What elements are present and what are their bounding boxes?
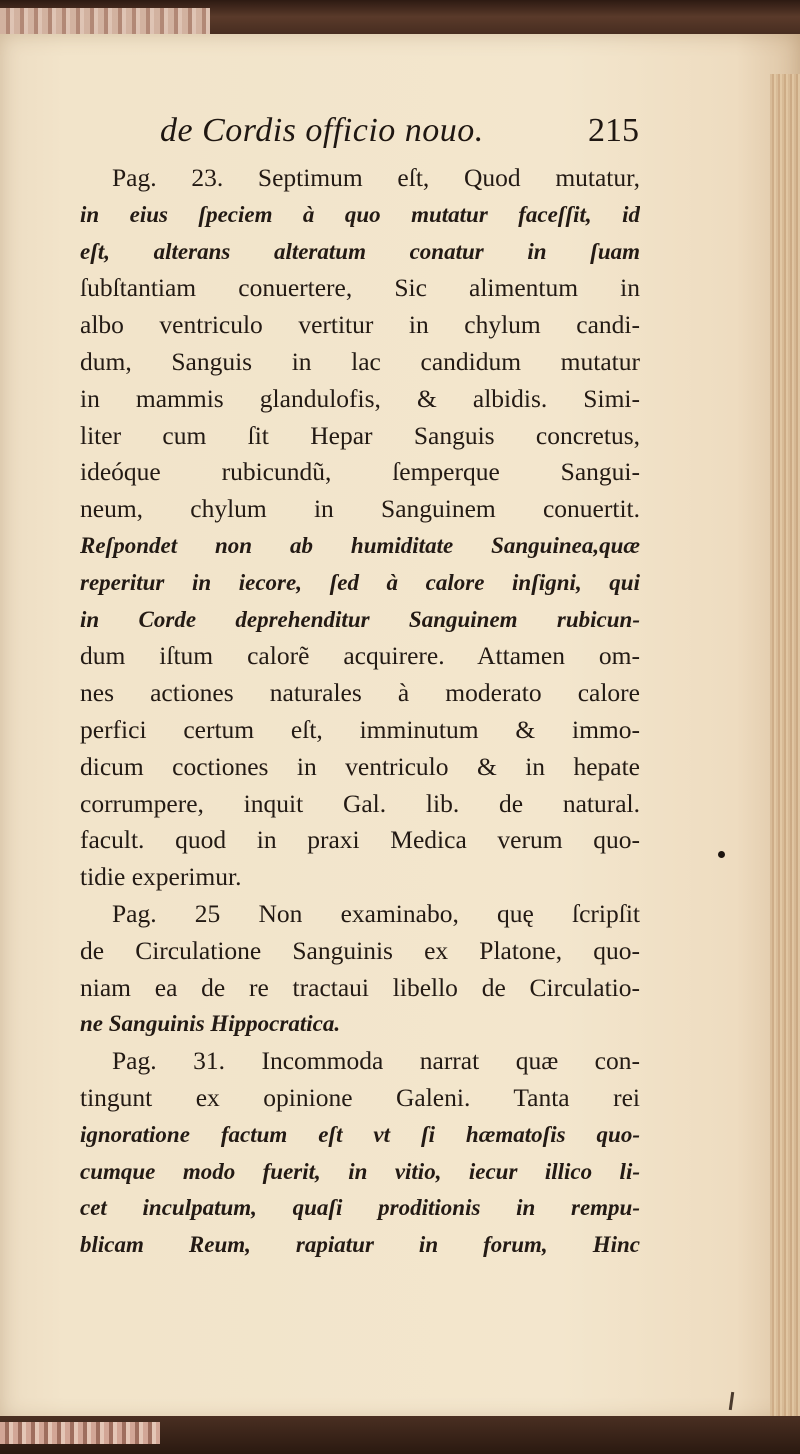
text-line-18: corrumpere, inquit Gal. lib. de natural.	[80, 788, 640, 818]
text-line-13: in Corde deprehenditur Sanguinem rubicun-	[80, 606, 640, 632]
text-line-30: blicam Reum, rapiatur in forum, Hinc	[80, 1232, 640, 1258]
text-line-22: de Circulatione Sanguinis ex Platone, quo-	[80, 935, 640, 965]
running-head: de Cordis officio nouo.	[160, 112, 484, 149]
text-line-5: albo ventriculo vertitur in chylum candi-	[80, 310, 640, 340]
text-line-26: tingunt ex opinione Galeni. Tanta rei	[80, 1082, 640, 1112]
text-line-4: ſubſtantiam conuertere, Sic alimentum in	[80, 273, 640, 303]
text-line-6: dum, Sanguis in lac candidum mutatur	[80, 346, 640, 376]
margin-ink-dot	[718, 851, 725, 858]
text-line-19: facult. quod in praxi Medica verum quo-	[80, 825, 640, 855]
text-line-11: Reſpondet non ab humiditate Sanguinea,quæ	[80, 532, 640, 558]
text-line-12: reperitur in iecore, ſed à calore inſigni, qui	[80, 569, 640, 595]
text-line-9: ideóque rubicundũ, ſemperque Sangui-	[80, 457, 640, 487]
text-line-21: Pag. 25 Non examinabo, quę ſcripſit	[112, 898, 640, 928]
text-line-24: ne Sanguinis Hippocratica.	[80, 1011, 341, 1037]
text-line-17: dicum coctiones in ventriculo & in hepate	[80, 751, 640, 781]
top-bookmark-ribbon	[0, 8, 210, 36]
page-number: 215	[588, 112, 639, 149]
text-line-28: cumque modo fuerit, in vitio, iecur illico li-	[80, 1158, 640, 1184]
text-line-1: Pag. 23. Septimum eſt, Quod mutatur,	[112, 163, 640, 192]
bottom-bookmark-ribbon	[0, 1422, 160, 1444]
text-line-2: in eius ſpeciem à quo mutatur faceſſit, id	[80, 201, 640, 227]
text-line-7: in mammis glandulofis, & albidis. Simi-	[80, 383, 640, 413]
text-line-20: tidie experimur.	[80, 862, 242, 892]
text-line-23: niam ea de re tractaui libello de Circulatio-	[80, 972, 640, 1002]
text-line-15: nes actiones naturales à moderato calore	[80, 678, 640, 708]
text-line-8: liter cum ſit Hepar Sanguis concretus,	[80, 420, 640, 450]
text-line-10: neum, chylum in Sanguinem conuertit.	[80, 494, 640, 524]
text-line-16: perfici certum eſt, imminutum & immo-	[80, 714, 640, 744]
text-line-29: cet inculpatum, quaſi proditionis in rempu-	[80, 1195, 640, 1221]
text-line-3: eſt, alterans alteratum conatur in ſuam	[80, 238, 640, 264]
text-line-25: Pag. 31. Incommoda narrat quæ con-	[112, 1046, 640, 1076]
text-column	[80, 160, 640, 1258]
text-line-14: dum iſtum calorẽ acquirere. Attamen om-	[80, 641, 640, 671]
text-line-27: ignoratione factum eſt vt ſi hæmatoſis quo-	[80, 1121, 640, 1147]
page-fore-edge	[770, 74, 800, 1444]
